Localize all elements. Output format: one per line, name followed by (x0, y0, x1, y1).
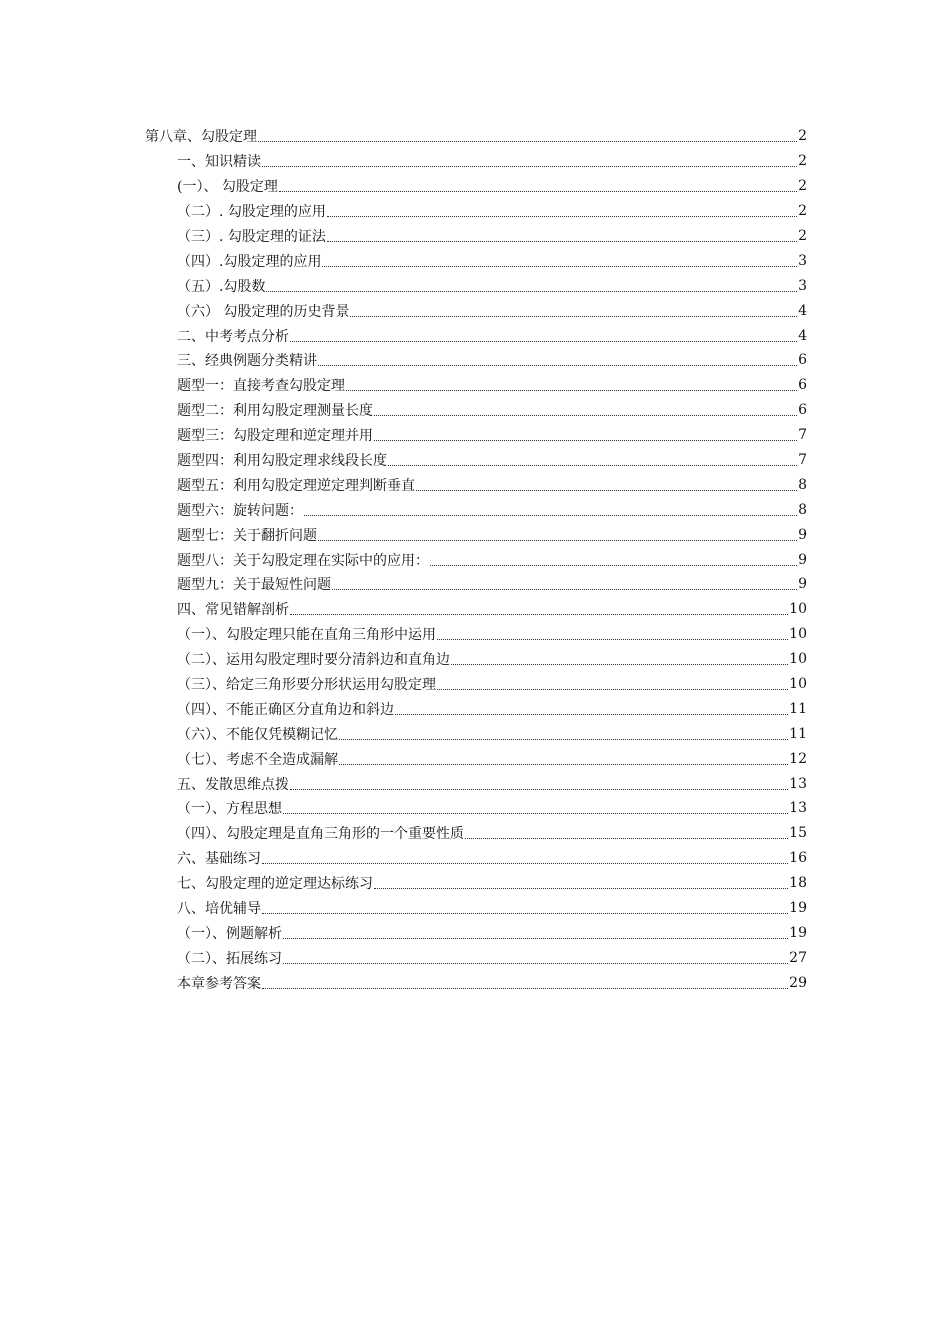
toc-page-number: 18 (789, 875, 807, 892)
toc-page-number: 4 (798, 327, 807, 344)
toc-page-number: 13 (789, 800, 807, 817)
toc-entry[interactable] (177, 472, 807, 497)
toc-entry-title: （四）、不能正确区分直角边和斜边 (177, 701, 394, 718)
toc-entry[interactable] (177, 522, 807, 547)
toc-page-number: 9 (798, 576, 807, 593)
toc-page-number: 12 (789, 750, 807, 767)
toc-page-number: 3 (798, 252, 807, 269)
toc-dot-leader (318, 364, 797, 366)
toc-entry-title: 题型九：关于最短性问题 (177, 577, 331, 594)
toc-dot-leader (262, 912, 788, 914)
toc-entry-title: （六）、不能仅凭模糊记忆 (177, 726, 338, 743)
toc-entry[interactable] (177, 622, 807, 647)
toc-page-number: 7 (798, 427, 807, 444)
toc-entry[interactable] (177, 298, 807, 323)
toc-entry-title: （二）、运用勾股定理时要分清斜边和直角边 (177, 652, 450, 669)
toc-entry[interactable] (145, 124, 807, 149)
toc-entry-title: 题型四：利用勾股定理求线段长度 (177, 453, 387, 470)
toc-entry[interactable] (177, 771, 807, 796)
toc-entry-title: （五）.勾股数 (177, 278, 266, 295)
toc-entry[interactable] (177, 696, 807, 721)
toc-entry[interactable] (177, 721, 807, 746)
toc-entry-title: 三、经典例题分类精讲 (177, 353, 317, 370)
toc-page-number: 27 (789, 949, 807, 966)
toc-dot-leader (388, 464, 797, 466)
toc-page-number: 9 (798, 526, 807, 543)
toc-page-number: 15 (789, 825, 807, 842)
toc-dot-leader (258, 140, 797, 142)
toc-entry-title: 五、发散思维点拨 (177, 776, 289, 793)
toc-entry[interactable] (177, 248, 807, 273)
toc-entry[interactable] (177, 149, 807, 174)
toc-dot-leader (290, 340, 797, 342)
toc-page-number: 29 (789, 974, 807, 991)
toc-entry[interactable] (177, 323, 807, 348)
toc-page-number: 3 (798, 277, 807, 294)
toc-page-number: 11 (789, 725, 807, 742)
toc-entry[interactable] (177, 547, 807, 572)
toc-dot-leader (290, 788, 788, 790)
toc-entry[interactable] (177, 373, 807, 398)
toc-page-number: 2 (798, 128, 807, 145)
toc-page-number: 10 (789, 676, 807, 693)
toc-page-number: 4 (798, 302, 807, 319)
toc-entry-title: 题型五：利用勾股定理逆定理判断垂直 (177, 477, 415, 494)
toc-page-number: 11 (789, 700, 807, 717)
toc-page-number: 2 (798, 153, 807, 170)
toc-page-number: 6 (798, 377, 807, 394)
toc-entry-title: （三）、给定三角形要分形状运用勾股定理 (177, 677, 436, 694)
toc-entry-title: （一）、方程思想 (177, 801, 282, 818)
toc-entry[interactable] (177, 945, 807, 970)
toc-entry-title: （六） 勾股定理的历史背景 (177, 303, 350, 320)
toc-entry-title: 题型三：勾股定理和逆定理并用 (177, 428, 373, 445)
toc-entry[interactable] (177, 199, 807, 224)
toc-entry-title: 题型六：旋转问题： (177, 502, 303, 519)
toc-dot-leader (332, 588, 797, 590)
toc-dot-leader (416, 489, 797, 491)
toc-entry[interactable] (177, 174, 807, 199)
toc-entry[interactable] (177, 970, 807, 995)
toc-entry-title: （四）.勾股定理的应用 (177, 253, 322, 270)
toc-entry[interactable] (177, 672, 807, 697)
toc-page-number: 2 (798, 178, 807, 195)
toc-entry[interactable] (177, 348, 807, 373)
toc-dot-leader (339, 763, 788, 765)
toc-dot-leader (322, 265, 797, 267)
toc-dot-leader (290, 613, 788, 615)
toc-dot-leader (346, 389, 797, 391)
toc-entry-title: （四）、勾股定理是直角三角形的一个重要性质 (177, 826, 464, 843)
toc-entry-title: 一、知识精读 (177, 154, 261, 171)
toc-entry[interactable] (177, 796, 807, 821)
toc-entry[interactable] (177, 572, 807, 597)
toc-dot-leader (374, 887, 788, 889)
toc-entry[interactable] (177, 821, 807, 846)
toc-dot-leader (266, 290, 797, 292)
toc-entry-title: 本章参考答案 (177, 975, 261, 992)
toc-entry-title: （二）、拓展练习 (177, 950, 282, 967)
toc-entry-title: （三）. 勾股定理的证法 (177, 229, 326, 245)
toc-dot-leader (437, 688, 788, 690)
toc-page-number: 13 (789, 775, 807, 792)
toc-dot-leader (327, 240, 797, 242)
toc-dot-leader (451, 663, 788, 665)
toc-entry[interactable] (177, 423, 807, 448)
toc-entry-title: （一）、例题解析 (177, 925, 282, 942)
toc-entry[interactable] (177, 448, 807, 473)
toc-entry-title: 二、中考考点分析 (177, 328, 289, 345)
toc-entry-title: 第八章、勾股定理 (145, 129, 257, 146)
toc-entry-title: 题型七：关于翻折问题 (177, 527, 317, 544)
toc-dot-leader (374, 439, 797, 441)
toc-entry[interactable] (177, 647, 807, 672)
toc-dot-leader (318, 539, 797, 541)
toc-dot-leader (283, 937, 788, 939)
toc-entry[interactable] (177, 896, 807, 921)
toc-dot-leader (350, 315, 797, 317)
toc-entry-title: （一）、勾股定理只能在直角三角形中运用 (177, 627, 436, 644)
toc-dot-leader (262, 165, 797, 167)
toc-page-number: 10 (789, 651, 807, 668)
toc-dot-leader (437, 638, 788, 640)
toc-entry-title: 六、基础练习 (177, 851, 261, 868)
toc-entry-title: 题型二：利用勾股定理测量长度 (177, 403, 373, 420)
toc-page-number: 19 (789, 900, 807, 917)
toc-entry-title: 四、常见错解剖析 (177, 602, 289, 619)
toc-dot-leader (395, 713, 788, 715)
toc-entry-title: （七）、考虑不全造成漏解 (177, 751, 338, 768)
toc-entry-title: 七、勾股定理的逆定理达标练习 (177, 876, 373, 893)
toc-entry[interactable] (177, 497, 807, 522)
toc-page-number: 9 (798, 551, 807, 568)
toc-entry[interactable] (177, 846, 807, 871)
toc-entry-title: （二）. 勾股定理的应用 (177, 204, 326, 221)
toc-entry[interactable] (177, 871, 807, 896)
toc-entry-title: 题型八：关于勾股定理在实际中的应用： (177, 552, 429, 569)
toc-entry-title: (一）、 勾股定理 (177, 179, 278, 196)
toc-dot-leader (283, 962, 788, 964)
toc-dot-leader (304, 514, 797, 516)
toc-page-number: 10 (789, 601, 807, 618)
toc-dot-leader (430, 564, 797, 566)
toc-page-number: 10 (789, 626, 807, 643)
table-of-contents (0, 124, 950, 995)
toc-dot-leader (339, 738, 788, 740)
toc-dot-leader (283, 812, 788, 814)
toc-page-number: 6 (798, 402, 807, 419)
toc-page-number: 2 (798, 203, 807, 220)
toc-page-number: 2 (798, 228, 807, 244)
toc-dot-leader (262, 862, 788, 864)
toc-entry-title: 题型一：直接考查勾股定理 (177, 378, 345, 395)
toc-entry[interactable] (177, 597, 807, 622)
toc-entry-title: 八、培优辅导 (177, 901, 261, 918)
toc-dot-leader (279, 190, 797, 192)
toc-page-number: 19 (789, 924, 807, 941)
toc-entry[interactable] (177, 224, 807, 249)
toc-page-number: 8 (798, 501, 807, 518)
toc-entry[interactable] (177, 273, 807, 298)
toc-page-number: 8 (798, 476, 807, 493)
toc-dot-leader (327, 215, 797, 217)
toc-page-number: 16 (789, 850, 807, 867)
toc-page-number: 6 (798, 352, 807, 369)
toc-dot-leader (374, 414, 797, 416)
toc-dot-leader (262, 987, 788, 989)
toc-entry[interactable] (177, 921, 807, 946)
toc-entry[interactable] (177, 746, 807, 771)
toc-dot-leader (465, 837, 788, 839)
toc-page-number: 7 (798, 452, 807, 469)
toc-entry[interactable] (177, 398, 807, 423)
